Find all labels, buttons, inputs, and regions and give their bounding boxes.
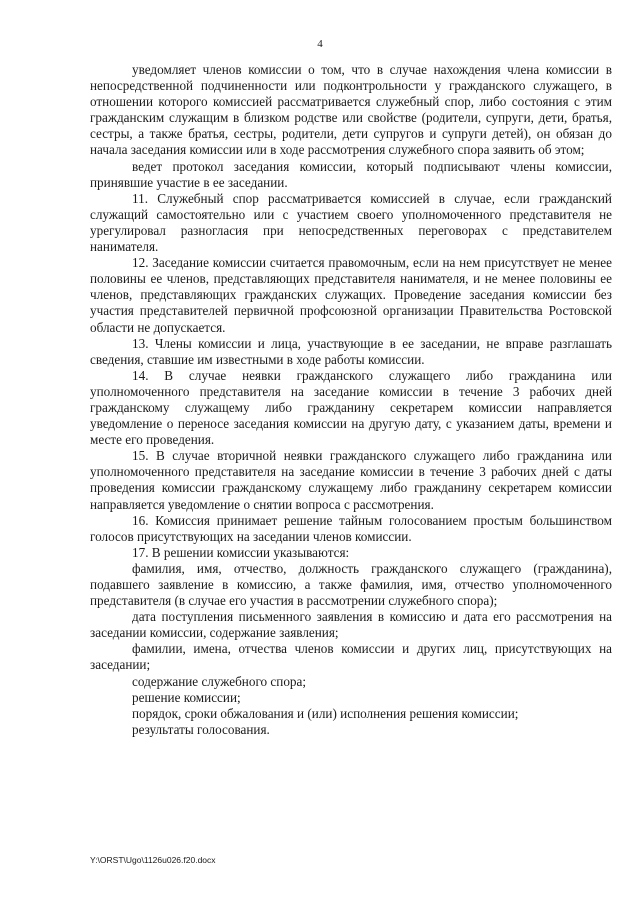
paragraph: решение комиссии;: [132, 689, 241, 705]
paragraph: уведомляет членов комиссии о том, что в случае нахождения члена комиссии в непосредственной подчиненности или подконтрольности у гражданского служащего, в отношении которого комиссией рассматривается служебный спор, либо состояния с этим гражданским служащим в близком родстве или свойстве (родители, супруги, дети, братья, сестры, а также братья, сестры, родители, дети супругов и супруги детей), он обязан до начала заседания комиссии или в ходе рассмотрения служебного спора заявить об этом;: [90, 62, 612, 158]
footer-file-path: Y:\ORST\Ugo\1126u026.f20.docx: [90, 855, 216, 865]
paragraph: 16. Комиссия принимает решение тайным голосованием простым большинством голосов присутствующих на заседании членов комиссии.: [90, 512, 612, 544]
paragraph: результаты голосования.: [132, 721, 270, 737]
paragraph: 14. В случае неявки гражданского служащего либо гражданина или уполномоченного представителя на заседание комиссии в течение 3 рабочих дней гражданскому служащему либо гражданину секретарем комиссии направляется уведомление о переносе заседания комиссии на другую дату, с указанием даты, времени и месте его проведения.: [90, 367, 612, 448]
paragraph: 17. В решении комиссии указываются:: [132, 544, 350, 560]
paragraph: фамилия, имя, отчество, должность гражданского служащего (гражданина), подавшего заявление в комиссию, а также фамилия, имя, отчество уполномоченного представителя (в случае его участия в рассмотрении служебного спора);: [90, 560, 612, 609]
paragraph: дата поступления письменного заявления в комиссию и дата его рассмотрения на заседании комиссии, содержание заявления;: [90, 609, 612, 641]
paragraph: ведет протокол заседания комиссии, который подписывают члены комиссии, принявшие участие в ее заседании.: [90, 158, 612, 190]
paragraph: 12. Заседание комиссии считается правомочным, если на нем присутствует не менее половины ее членов, представляющих представителя нанимателя, и не менее половины ее членов, представляющих гражданских служащих. Проведение заседания комиссии без участия представителей первичной профсоюзной организации Правительства Ростовской области не допускается.: [90, 255, 612, 335]
paragraph: 11. Служебный спор рассматривается комиссией в случае, если гражданский служащий самостоятельно или с участием своего уполномоченного представителя не урегулировал разногласия при непосредственных переговорах с представителем нанимателя.: [90, 190, 612, 255]
document-body: [90, 62, 612, 738]
paragraph: 15. В случае вторичной неявки гражданского служащего либо гражданина или уполномоченного представителя на заседание комиссии в течение 3 рабочих дней с даты проведения комиссии гражданскому служащему либо гражданину секретарем комиссии направляется уведомление о снятии вопроса с рассмотрения.: [90, 448, 612, 512]
page-number: 4: [317, 38, 323, 50]
paragraph: содержание служебного спора;: [132, 673, 307, 689]
paragraph: порядок, сроки обжалования и (или) исполнения решения комиссии;: [132, 705, 519, 721]
paragraph: 13. Члены комиссии и лица, участвующие в ее заседании, не вправе разглашать сведения, ставшие им известными в ходе работы комиссии.: [90, 335, 612, 367]
paragraph: фамилии, имена, отчества членов комиссии и других лиц, присутствующих на заседании;: [90, 641, 612, 673]
